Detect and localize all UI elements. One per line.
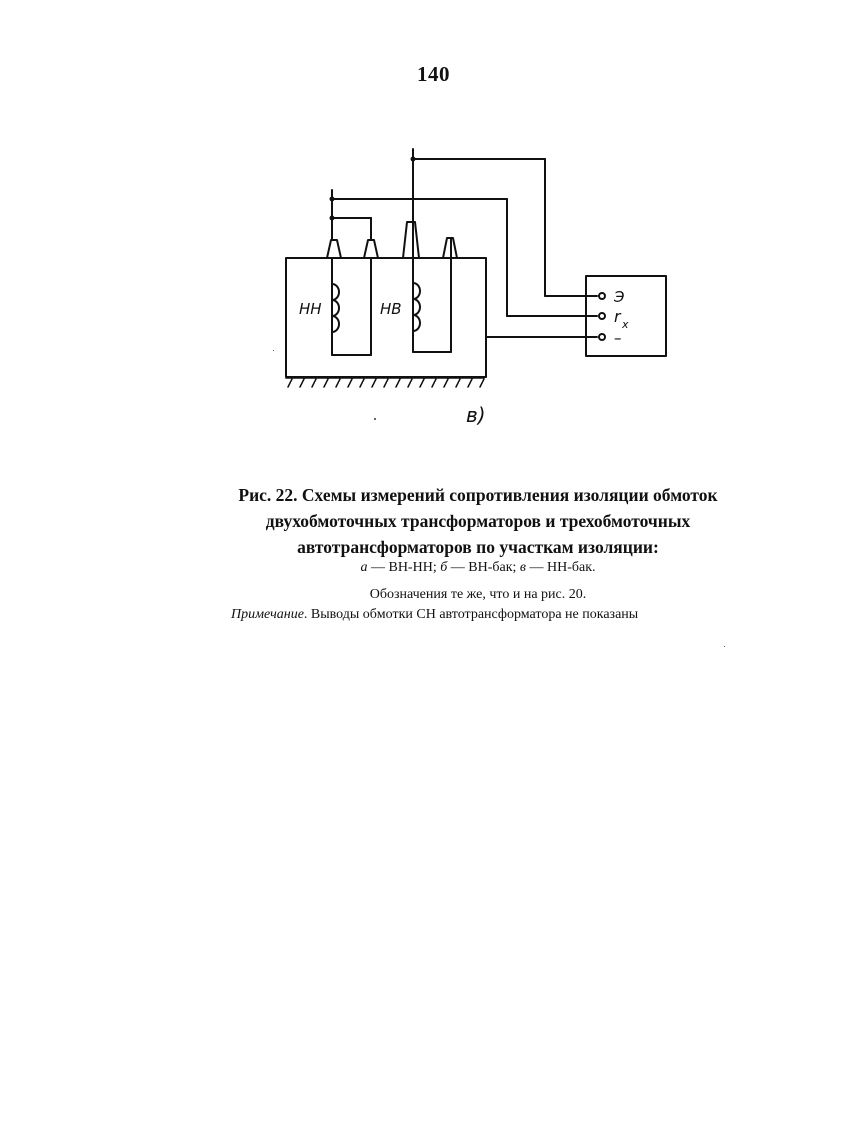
measurement-diagram <box>0 0 867 460</box>
terminal-minus-label: – <box>614 329 622 347</box>
legend-key: а <box>360 560 368 575</box>
caption-title-line: двухобмоточных трансформаторов и трехобмоточных <box>265 511 691 531</box>
winding-hv-label: НВ <box>380 300 402 318</box>
figure-caption-legend <box>200 560 756 576</box>
caption-title-line: Рис. 22. Схемы измерений сопротивления изоляции обмоток <box>238 485 718 505</box>
caption-title-line: автотрансформаторов по участкам изоляции: <box>297 537 659 557</box>
winding-nn-label: НН <box>299 300 322 318</box>
terminal-screen <box>599 293 605 299</box>
note-text: . Выводы обмотки СН автотрансформатора не показаны <box>303 607 639 622</box>
bushing-nn-1 <box>327 240 341 258</box>
figure-caption-title <box>200 482 756 560</box>
page-number: 140 <box>417 62 450 86</box>
figure-caption-reference: Обозначения те же, что и на рис. 20. <box>369 587 587 602</box>
ground-hatching <box>286 378 484 387</box>
diagram-part-label: в) <box>466 403 486 427</box>
legend-key: б <box>440 560 448 575</box>
scan-speck <box>724 646 725 647</box>
legend-text: — ВН-НН; <box>367 560 441 575</box>
terminal-line-subscript: x <box>622 318 629 331</box>
winding-nn <box>332 258 371 355</box>
terminal-line-label: r <box>614 307 621 326</box>
legend-text: — ВН-бак; <box>447 560 520 575</box>
legend-key: в <box>519 560 526 575</box>
legend-text: — НН-бак. <box>525 560 596 575</box>
terminal-minus <box>599 334 605 340</box>
terminal-screen-label: Э <box>614 288 625 306</box>
figure-caption-note <box>231 607 638 623</box>
scan-speck <box>273 350 274 351</box>
junction-dots <box>330 157 416 221</box>
bushing-nn-2 <box>364 240 378 258</box>
note-label: Примечание <box>231 607 304 622</box>
scan-speck <box>374 418 376 420</box>
bushing-hv-1 <box>403 222 419 258</box>
terminal-line <box>599 313 605 319</box>
